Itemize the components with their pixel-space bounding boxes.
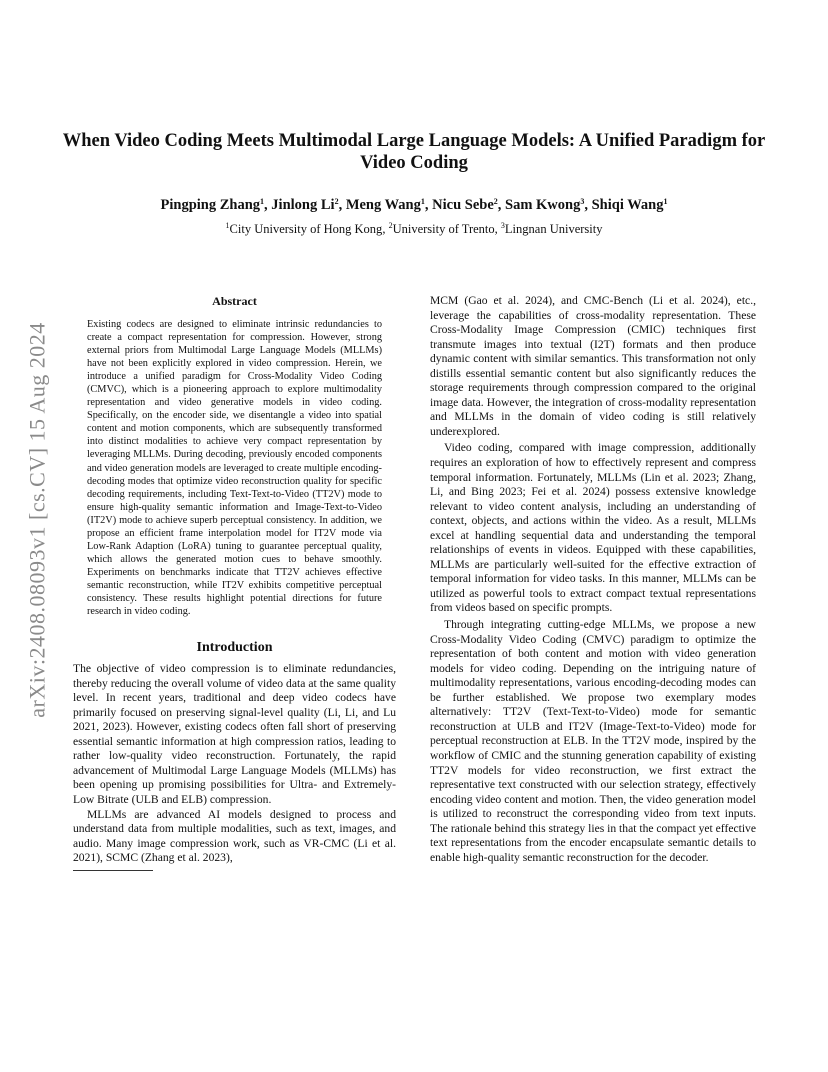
intro-paragraph: The objective of video compression is to eliminate redundancies, thereby reducing the overall volume of video data at the same quality level. In recent years, traditional and deep video codecs have primarily focused on preserving signal-level quality (Li, Li, and Lu 2021, 2023). However, existing codecs often fall short of preserving essential semantic information at high compression ratios, leading to rather low-quality video reconstruction. Fortunately, the rapid advancement of Multimodal Large Language Models (MLLMs) has been opening up promising possibilities for Ultra- and Extremely- Low Bitrate (ULB and ELB) compression. bbox=[73, 662, 396, 806]
author-separator: , bbox=[424, 197, 433, 213]
author-name: Nicu Sebe bbox=[432, 197, 494, 213]
author-list bbox=[60, 196, 768, 214]
author-affiliation-mark: 1 bbox=[420, 197, 425, 206]
author-name: Pingping Zhang bbox=[160, 197, 261, 213]
left-column bbox=[73, 294, 396, 871]
author-affiliation-mark: 1 bbox=[663, 197, 668, 206]
author-separator: , bbox=[338, 197, 346, 213]
affiliation-mark: 2 bbox=[388, 221, 393, 230]
author-name: Jinlong Li bbox=[271, 197, 335, 213]
author-affiliation-mark: 2 bbox=[334, 197, 339, 206]
affiliation-mark: 3 bbox=[500, 221, 505, 230]
abstract-text: Existing codecs are designed to eliminate intrinsic redundancies to create a compact representation for compression. However, strong external priors from Multimodal Large Language Models (MLLMs) have not been explicitly explored in video compression. Herein, we introduce a unified paradigm for Cross-Modality Video Coding (CMVC), which is a pioneering approach to explore multimodality representation and video generative models in video coding. Specifically, on the encoder side, we disentangle a video into spatial content and motion components, which are subsequently transformed into distinct modalities to achieve very compact representation by leveraging MLLMs. During decoding, previously encoded components and video generation models are leveraged to create multiple encoding-decoding modes that optimize video reconstruction quality for specific decoding requirements, including Text-Text-to-Video (TT2V) mode to ensure high-quality semantic information and Image-Text-to-Video (IT2V) mode to achieve superb perceptual consistency. In addition, we propose an efficient frame interpolation model for IT2V mode via Low-Rank Adaption (LoRA) tuning to guarantee perceptual quality, which allows the generated motion cues to behave smoothly. Experiments on benchmarks indicate that TT2V achieves effective semantic reconstruction, while IT2V exhibits competitive perceptual consistency. These results highlight potential directions for future research in video coding. bbox=[87, 319, 382, 618]
footnote-divider bbox=[73, 870, 153, 871]
author-name: Sam Kwong bbox=[505, 197, 581, 213]
affiliation-separator: , bbox=[382, 222, 389, 236]
intro-paragraph: Through integrating cutting-edge MLLMs, we propose a new Cross-Modality Video Coding (CMVC) paradigm to optimize the representation of both content and motion with video generation models for video coding. Depending on the intriguing nature of multimodality representations, various encoding-decoding modes can be further established. We propose two exemplary modes alternatively: TT2V (Text-Text-to-Video) mode for semantic reconstruction at ULB and IT2V (Image-Text-to-Video) mode for perceptual reconstruction at ELB. In the TT2V mode, inspired by the workflow of CMIC and the stunning generation capability of existing TT2V models for video reconstruction, we first extract the representative text constructed with our selection strategy, effectively encoding video content and motion. Then, the video generation model is utilized to reconstruct the corresponding video from text inputs. The rationale behind this strategy lies in that the compact yet effective text representations from the encoder encapsulate semantic details to enable high-quality semantic reconstruction for the decoder. bbox=[430, 618, 756, 864]
right-column bbox=[430, 294, 756, 865]
affiliation-name: City University of Hong Kong bbox=[229, 222, 383, 236]
arxiv-identifier-text: arXiv:2408.08093v1 [cs.CV] 15 Aug 2024 bbox=[25, 322, 51, 718]
affiliation-separator: , bbox=[494, 222, 501, 236]
arxiv-identifier bbox=[18, 280, 58, 760]
affiliation-name: University of Trento bbox=[392, 222, 495, 236]
paper-title: When Video Coding Meets Multimodal Large Language Models: A Unified Paradigm for Video Coding bbox=[62, 131, 766, 173]
abstract-heading: Abstract bbox=[212, 294, 257, 308]
intro-paragraph: MCM (Gao et al. 2024), and CMC-Bench (Li et al. 2024), etc., leverage the capabilities of cross-modality representation. These Cross-Modality Image Compression (CMIC) techniques first transmute images into textual (I2T) formats and then produce dynamic content with similar semantics. This transformation not only distills essential semantic content but also significantly reduces the storage requirements through compression compared to the original image data. However, the integration of cross-modality representation and MLLMs in the domain of video coding is still relatively underexplored. bbox=[430, 294, 756, 438]
affiliation-list bbox=[60, 221, 768, 237]
intro-paragraph: Video coding, compared with image compression, additionally requires an exploration of how to effectively represent and compress temporal information. Fortunately, MLLMs (Lin et al. 2023; Zhang, Li, and Bing 2023; Fei et al. 2024) possess extensive knowledge relevant to video content analysis, including an understanding of context, objects, and actions within the video. As a result, MLLMs excel at handling sequential data and understanding the temporal relationships of events in videos. Equipped with these capabilities, MLLMs are particularly well-suited for the effective extraction of temporal information for video tasks. In this manner, MLLMs can be utilized as powerful tools to extract compact textual representations from videos based on specific prompts. bbox=[430, 441, 756, 615]
intro-paragraph: MLLMs are advanced AI models designed to process and understand data from multiple modalities, such as text, images, and audio. Many image compression work, such as VR-CMC (Li et al. 2021), SCMC (Zhang et al. 2023), bbox=[73, 807, 396, 865]
author-separator: , bbox=[497, 197, 506, 213]
author-separator: , bbox=[264, 197, 272, 213]
author-separator: , bbox=[584, 197, 592, 213]
author-name: Shiqi Wang bbox=[591, 197, 664, 213]
introduction-heading: Introduction bbox=[196, 640, 273, 656]
author-affiliation-mark: 1 bbox=[260, 197, 265, 206]
author-affiliation-mark: 3 bbox=[580, 197, 585, 206]
author-affiliation-mark: 2 bbox=[493, 197, 498, 206]
affiliation-name: Lingnan University bbox=[504, 222, 603, 236]
affiliation-mark: 1 bbox=[225, 221, 230, 230]
author-name: Meng Wang bbox=[345, 197, 421, 213]
